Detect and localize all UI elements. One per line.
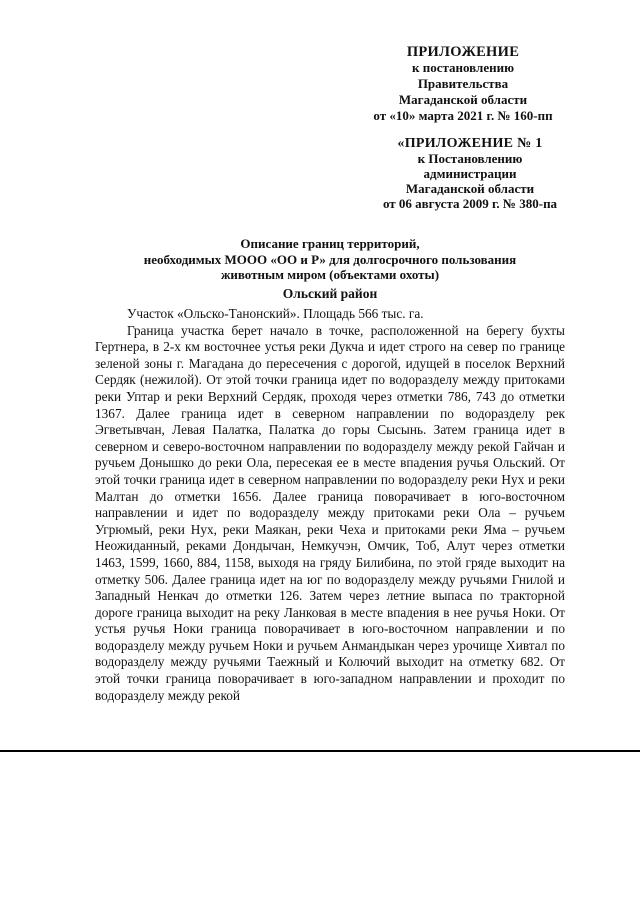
appendix-line-4: от «10» марта 2021 г. № 160-пп — [373, 108, 553, 123]
document-title-line-1: Описание границ территорий, — [240, 236, 420, 251]
appendix-title: ПРИЛОЖЕНИЕ — [406, 44, 520, 60]
district-heading: Ольский район — [282, 286, 378, 301]
appendix-line-2: Правительства — [417, 76, 509, 91]
plot-area-paragraph: Участок «Ольско-Танонский». Площадь 566 тыс. га. — [127, 306, 424, 321]
original-appendix-header — [340, 136, 600, 211]
appendix-line-1: к постановлению — [411, 60, 515, 75]
document-title — [80, 236, 580, 283]
original-appendix-line-2: администрации — [423, 166, 517, 181]
appendix-header — [318, 44, 608, 124]
original-appendix-line-1: к Постановлению — [417, 151, 523, 166]
boundary-description-paragraph: Граница участка берет начало в точке, расположенной на берегу бухты Гертнера, в 2-х км восточнее устья реки Дукча и идет строго на север по границе зеленой зоны г. Магадана до пересечения с дорогой, идущей в поселок Верхний Сердяк (нежилой). От этой точки граница идет по водоразделу между притоками реки Уптар и реки Верхний Сердяк, проходя через отметки 786, 743 до отметки 1367. Далее граница идет в северном направлении по водоразделу рек Эгветывчан, Левая Палатка, Палатка до горы Сысынь. Затем граница идет в северном и северо-восточном направлении по водоразделу между рекой Гайчан и ручьем Донышко до реки Ола, пересекая ее в месте впадения ручья Ольский. От этой точки граница идет в северном направлении по водоразделу реки Нух и реки Малтан до отметки 1656. Далее граница поворачивает в юго-восточном направлении и идет по водоразделу между притоками реки Ола – ручьем Угрюмый, реки Нух, реки Маякан, реки Чеха и притоками реки Яма – ручьем Неожиданный, реками Дондычан, Немкучэн, Омчик, Тоб, Алут через отметки 1463, 1599, 1660, 884, 1158, выходя на гряду Билибина, по этой гряде выходит на отметку 506. Далее граница идет на юг по водоразделу между ручьями Гнилой и Западный Ненкач до отметки 126. Затем через летние выпаса по тракторной дороге граница выходит на реку Ланковая в месте впадения в нее ручья Ноки. От устья ручья Ноки граница поворачивает в юго-восточном направлении и по водоразделу между ручьем Ноки и ручьем Анмандыкан через урочище Хивтал по водоразделу между ручьями Таежный и Колючий выходит на отметку 682. От этой точки граница поворачивает в юго-западном направлении и проходит по водоразделу между рекой — [95, 322, 565, 703]
document-body — [95, 306, 565, 704]
original-appendix-line-4: от 06 августа 2009 г. № 380-па — [382, 196, 558, 211]
original-appendix-line-3: Магаданской области — [405, 181, 535, 196]
document-title-line-2: необходимых МООО «ОО и Р» для долгосрочного пользования — [143, 251, 517, 267]
original-appendix-title: «ПРИЛОЖЕНИЕ № 1 — [397, 136, 543, 151]
document-title-line-3: животным миром (объектами охоты) — [220, 267, 440, 282]
appendix-line-3: Магаданской области — [398, 92, 528, 107]
page-bottom-rule — [0, 750, 640, 752]
